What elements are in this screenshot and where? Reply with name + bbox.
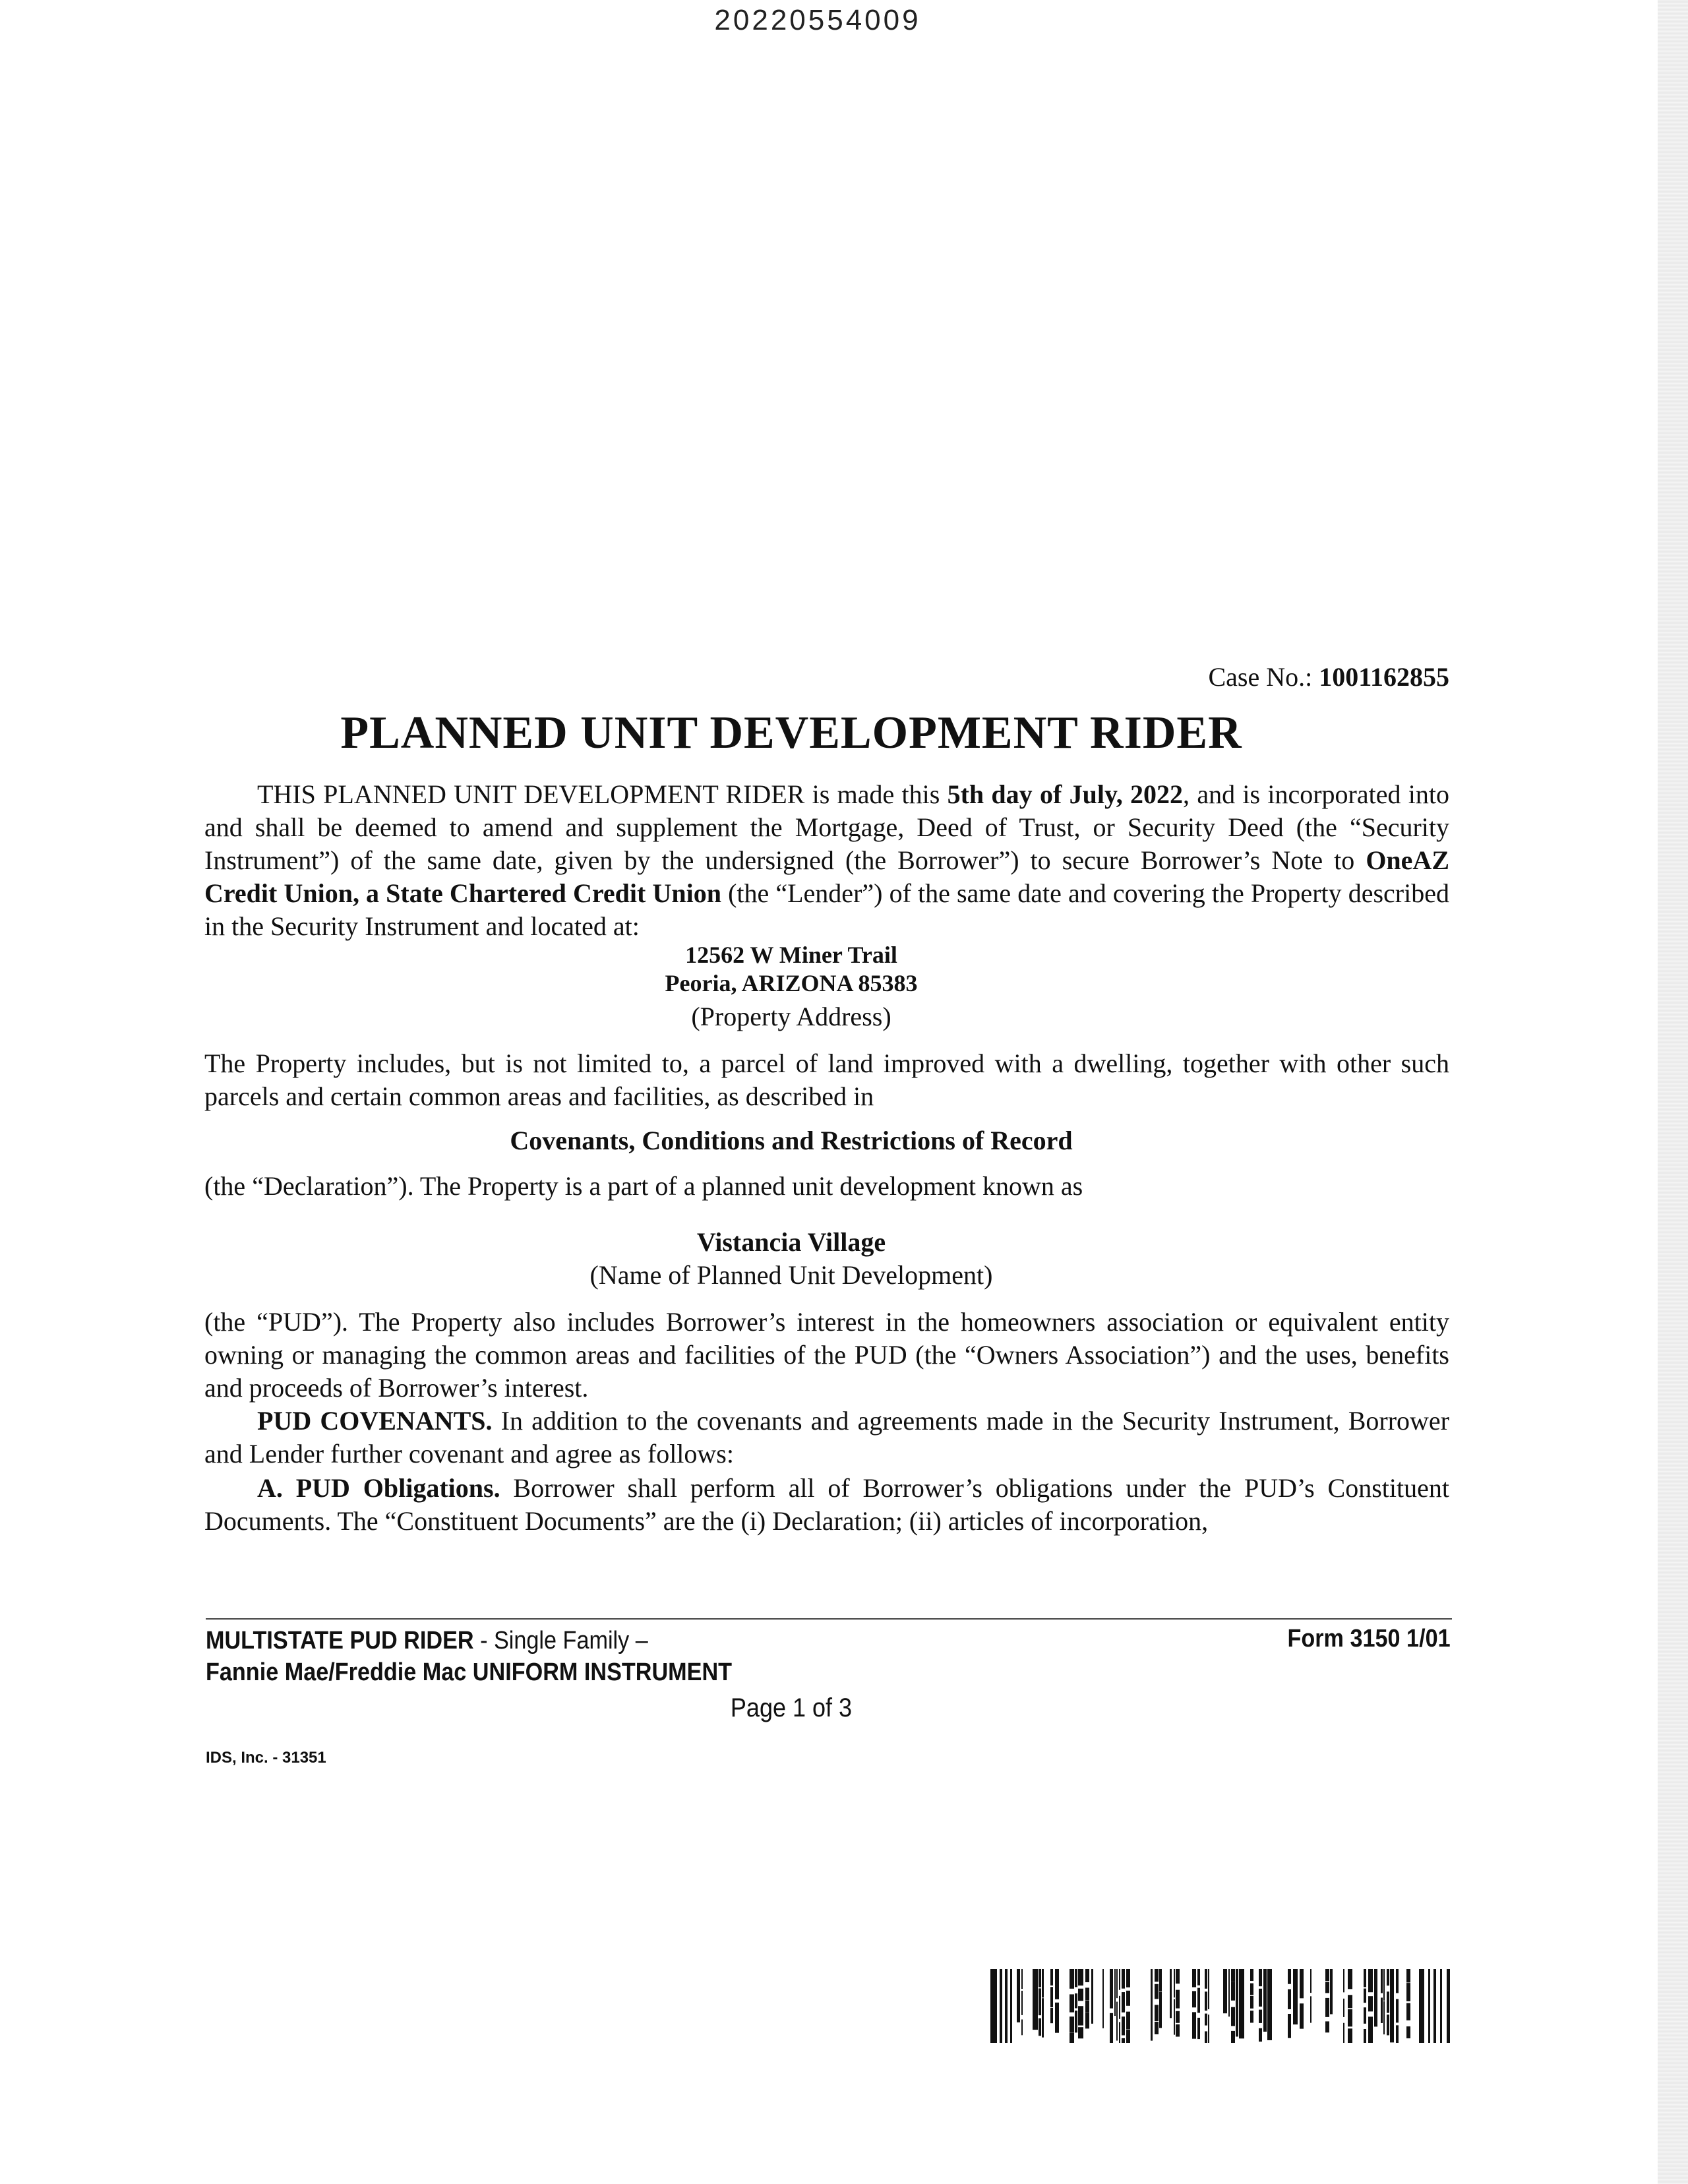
declaration-paragraph: (the “Declaration”). The Property is a part of a planned unit development known as [204, 1171, 1083, 1201]
page-number: Page 1 of 3 [730, 1693, 853, 1722]
case-number-label: Case No.: [1208, 662, 1313, 692]
pud-obligations-text: Borrower shall perform all of Borrower’s obligations under the PUD’s Constituent Documents. The “Constituent Documents” are the (i) Declaration; (ii) articles of incorporation, [204, 1473, 1449, 1536]
declaration-name: Covenants, Conditions and Restrictions of Record [510, 1126, 1073, 1155]
intro-text-1: THIS PLANNED UNIT DEVELOPMENT RIDER is made this [257, 779, 948, 809]
barcode-image [990, 1969, 1452, 2043]
footer-form-title [206, 1625, 732, 1688]
scan-edge [1658, 0, 1688, 2184]
rider-date: 5th day of July, 2022 [947, 779, 1184, 809]
footer-rider-type: - Single Family – [473, 1627, 648, 1654]
intro-text-2: , and is incorporated into and shall be deemed to amend and supplement the Mortgage, Deed of Trust, or Security Deed (the “Security Instrument”) of the same date, given by the undersigned (the Borrower”) to secure Borrower’s Note to [204, 779, 1449, 875]
footer-rider-name: MULTISTATE PUD RIDER [206, 1627, 474, 1654]
property-address-caption: (Property Address) [691, 1002, 891, 1031]
pud-covenants-paragraph [204, 1405, 1449, 1471]
footer-form-number: Form 3150 1/01 [1287, 1625, 1451, 1653]
footer-instrument: Fannie Mae/Freddie Mac UNIFORM INSTRUMENT [206, 1658, 733, 1686]
property-address-line1: 12562 W Miner Trail [685, 942, 897, 968]
intro-paragraph [204, 778, 1449, 943]
lender-name: OneAZ Credit Union, a State Chartered Credit Union [204, 845, 1449, 908]
pud-paragraph: (the “PUD”). The Property also includes Borrower’s interest in the homeowners association or equivalent entity owning or managing the common areas and facilities of the PUD (the “Owners Association”) and the uses, benefits and proceeds of Borrower’s interest. [204, 1307, 1449, 1403]
pud-covenants-heading: PUD COVENANTS. [257, 1406, 493, 1436]
pud-obligations-heading: A. PUD Obligations. [257, 1473, 500, 1503]
document-title: PLANNED UNIT DEVELOPMENT RIDER [340, 708, 1242, 758]
property-includes-paragraph: The Property includes, but is not limited to, a parcel of land improved with a dwelling, together with other such parcels and certain common areas and facilities, as described in [204, 1048, 1449, 1111]
footer-divider [206, 1618, 1452, 1620]
recording-number: 20220554009 [714, 4, 921, 36]
case-number-value: 1001162855 [1319, 662, 1449, 692]
pud-covenants-text: In addition to the covenants and agreements made in the Security Instrument, Borrower and Lender further covenant and agree as follows: [204, 1406, 1450, 1469]
property-address-line2: Peoria, ARIZONA 85383 [665, 970, 918, 996]
case-number [1208, 661, 1449, 692]
pud-name-caption: (Name of Planned Unit Development) [589, 1260, 993, 1290]
ids-code: IDS, Inc. - 31351 [206, 1749, 326, 1767]
pud-name: Vistancia Village [696, 1227, 886, 1257]
intro-text-3: (the “Lender”) of the same date and covering the Property described in the Security Instrument and located at: [204, 878, 1449, 941]
pud-obligations-paragraph [204, 1472, 1449, 1538]
